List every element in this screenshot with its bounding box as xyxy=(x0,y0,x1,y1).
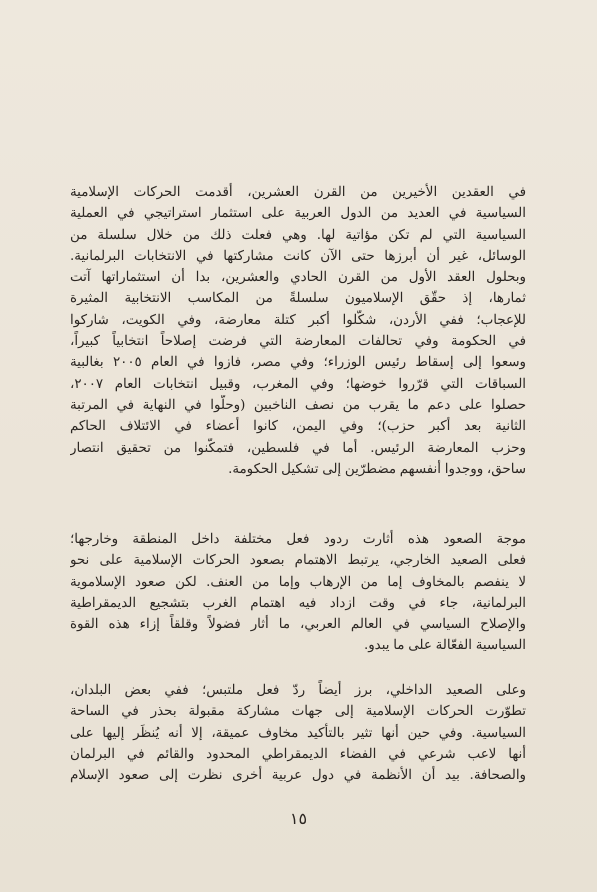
paragraph-line: السياسية الفعّالة على ما يبدو. xyxy=(363,638,526,654)
paragraph-line: تطوّرت الحركات الإسلامية إلى جهات مشاركة مقبولة بحذر في الساحة xyxy=(70,704,526,720)
paragraph-line: لا ينفصم بالمخاوف إما من الإرهاب وإما من العنف. لكن صعود الإسلاموية xyxy=(70,574,526,590)
paragraph-line: ساحق، ووجدوا أنفسهم مضطرّين إلى تشكيل الحكومة. xyxy=(228,461,526,477)
paragraph-3 xyxy=(70,680,526,786)
paragraph-line: السياسية. وفي حين أنها تثير بالتأكيد مخاوف عميقة، إلا أنه يُنظَر إليها على xyxy=(70,725,526,741)
paragraph-line: في الحكومة وفي تحالفات المعارضة التي فرضت إصلاحاً انتخابياً كبيراً، xyxy=(70,334,526,350)
paragraph-line: الوسائل، غير أن أبرزها حتى الآن كانت مشاركتها في الانتخابات البرلمانية. xyxy=(70,248,526,264)
paragraph-line: وحزب المعارضة الرئيس. أما في فلسطين، فتمكّنوا من تحقيق انتصار xyxy=(70,440,526,456)
paragraph-line: أنها لاعب شرعي في الفضاء الديمقراطي المحدود والقائم في البرلمان xyxy=(70,746,526,762)
paragraph-line: ثمارها، إذ حقّق الإسلاميون سلسلةً من المكاسب الانتخابية المثيرة xyxy=(70,291,526,307)
paragraph-2 xyxy=(70,529,526,657)
paragraph-line: والإصلاح السياسي في العالم العربي، ما أثار فضولاً وقلقاً إزاء هذه القوة xyxy=(70,617,526,633)
paragraph-line: في العقدين الأخيرين من القرن العشرين، أقدمت الحركات الإسلامية xyxy=(70,185,526,200)
paragraph-line: وبحلول العقد الأول من القرن الحادي والعشرين، بدا أن استثماراتها آتت xyxy=(70,270,526,286)
paragraph-line: فعلى الصعيد الخارجي، يرتبط الاهتمام بصعود الحركات الإسلامية على نحو xyxy=(70,553,526,569)
paragraph-line: الثانية بعد أكبر حزب)؛ وفي اليمن، كانوا أعضاء في الائتلاف الحاكم xyxy=(70,419,526,435)
paragraph-line: موجة الصعود هذه أثارت ردود فعل مختلفة داخل المنطقة وخارجها؛ xyxy=(70,532,526,547)
paragraph-line: السياسية في العديد من الدول العربية على استثمار استراتيجي في العملية xyxy=(70,206,526,222)
paragraph-line: السباقات التي قرّروا خوضها؛ وفي المغرب، وقبيل انتخابات العام ٢٠٠٧، xyxy=(70,376,526,392)
page-number: ١٥ xyxy=(289,809,308,828)
paragraph-line: وسعوا إلى إسقاط رئيس الوزراء؛ وفي مصر، فازوا في العام ٢٠٠٥ بغالبية xyxy=(70,355,526,371)
paragraph-line: البرلمانية، جاء في وقت ازداد فيه اهتمام الغرب بتشجيع الديمقراطية xyxy=(70,595,526,611)
paragraph-line: حصلوا على دعم ما يقرب من نصف الناخبين (وحلّوا في النهاية في المرتبة xyxy=(70,397,526,413)
paragraph-1 xyxy=(70,182,526,480)
paragraph-line: وعلى الصعيد الداخلي، برز أيضاً ردّ فعل ملتبس؛ ففي بعض البلدان، xyxy=(70,683,526,698)
paragraph-line: السياسية التي لم تكن مؤاتية لها. وهي فعلت ذلك من خلال سلسلة من xyxy=(70,227,526,243)
paragraph-line: والصحافة. بيد أن الأنظمة في دول عربية أخرى نظرت إلى صعود الإسلام xyxy=(70,768,526,784)
paragraph-line: للإعجاب؛ ففي الأردن، شكّلوا أكبر كتلة معارضة، وفي الكويت، شاركوا xyxy=(70,312,526,328)
